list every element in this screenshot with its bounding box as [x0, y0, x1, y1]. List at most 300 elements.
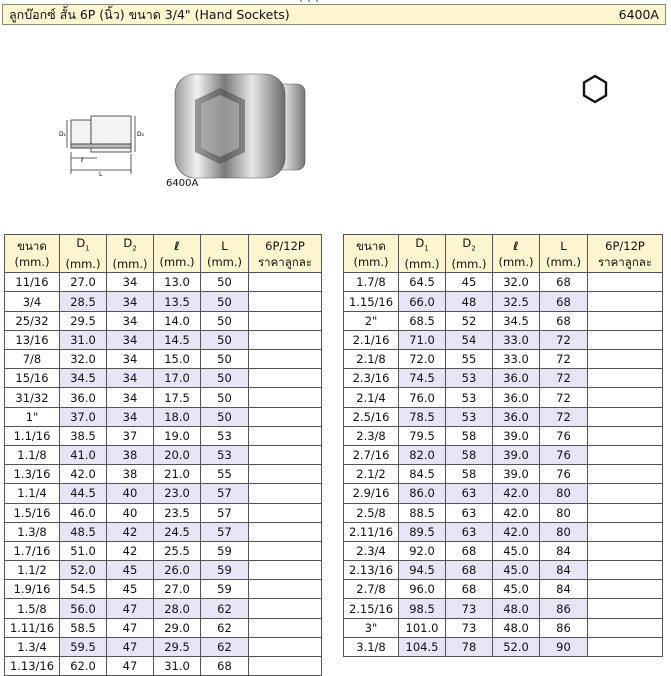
- cell-l: 62: [201, 599, 249, 618]
- cell-size: 1.1/16: [5, 426, 60, 445]
- cell-size: 13/16: [5, 330, 60, 349]
- cell-price: [249, 618, 322, 637]
- photo-caption: 6400A: [166, 178, 199, 189]
- cell-l: 59: [201, 541, 249, 560]
- cell-d1: 79.5: [399, 426, 446, 445]
- spec-table-left: [4, 234, 322, 676]
- cell-l: 80: [540, 484, 588, 503]
- header-d2: $D_2$ (mm.): [107, 235, 154, 273]
- cell-price: [249, 522, 322, 541]
- cell-l: 68: [540, 273, 588, 292]
- cell-l: 53: [201, 426, 249, 445]
- cell-price: [588, 273, 663, 292]
- top-dots-decoration: [300, 0, 380, 3]
- header-l: L (mm.): [201, 235, 249, 273]
- cell-d1: 51.0: [60, 541, 107, 560]
- cell-size: 2.7/8: [344, 580, 399, 599]
- cell-size: 3.1/8: [344, 637, 399, 656]
- cell-d1: 82.0: [399, 445, 446, 464]
- cell-l-small: 45.0: [493, 561, 540, 580]
- cell-l-small: 29.5: [154, 637, 201, 656]
- socket-dimension-diagram: [57, 110, 147, 182]
- cell-size: 1.13/16: [5, 657, 60, 676]
- table-row: [5, 426, 322, 445]
- cell-l: 84: [540, 541, 588, 560]
- cell-l: 68: [540, 292, 588, 311]
- table-row: [5, 330, 322, 349]
- cell-price: [249, 465, 322, 484]
- socket-photo: [165, 70, 325, 182]
- cell-d1: 37.0: [60, 407, 107, 426]
- table-row: [344, 599, 663, 618]
- cell-d1: 89.5: [399, 522, 446, 541]
- cell-l: 59: [201, 580, 249, 599]
- cell-price: [588, 330, 663, 349]
- table-row: [344, 503, 663, 522]
- cell-l: 72: [540, 407, 588, 426]
- cell-l: 84: [540, 561, 588, 580]
- cell-size: 1.3/8: [5, 522, 60, 541]
- cell-size: 2.1/4: [344, 388, 399, 407]
- cell-d1: 41.0: [60, 445, 107, 464]
- cell-price: [588, 407, 663, 426]
- cell-price: [588, 522, 663, 541]
- cell-d2: 38: [107, 465, 154, 484]
- header-size: ขนาด (mm.): [344, 235, 399, 273]
- cell-d1: 34.5: [60, 369, 107, 388]
- cell-l-small: 39.0: [493, 445, 540, 464]
- cell-l: 90: [540, 637, 588, 656]
- table-row: [5, 311, 322, 330]
- cell-l: 68: [201, 657, 249, 676]
- cell-size: 11/16: [5, 273, 60, 292]
- cell-size: 2.3/16: [344, 369, 399, 388]
- cell-price: [249, 657, 322, 676]
- cell-d2: 34: [107, 311, 154, 330]
- cell-d2: 68: [446, 541, 493, 560]
- cell-l-small: 17.0: [154, 369, 201, 388]
- header-size: ขนาด (mm.): [5, 235, 60, 273]
- cell-d2: 34: [107, 388, 154, 407]
- cell-d2: 34: [107, 273, 154, 292]
- cell-size: 2.15/16: [344, 599, 399, 618]
- cell-d2: 53: [446, 369, 493, 388]
- cell-d2: 34: [107, 369, 154, 388]
- table-row: [5, 503, 322, 522]
- cell-size: 7/8: [5, 350, 60, 369]
- cell-l: 57: [201, 503, 249, 522]
- cell-price: [249, 599, 322, 618]
- cell-l: 55: [201, 465, 249, 484]
- cell-d1: 44.5: [60, 484, 107, 503]
- cell-l-small: 34.5: [493, 311, 540, 330]
- cell-l-small: 31.0: [154, 657, 201, 676]
- cell-price: [588, 388, 663, 407]
- cell-price: [588, 445, 663, 464]
- header-price: 6P/12P ราคาลูกละ: [249, 235, 322, 273]
- cell-price: [588, 311, 663, 330]
- cell-size: 2.3/4: [344, 541, 399, 560]
- table-row: [344, 541, 663, 560]
- table-row: [5, 273, 322, 292]
- cell-d2: 53: [446, 388, 493, 407]
- cell-d2: 63: [446, 522, 493, 541]
- table-row: [344, 637, 663, 656]
- page-title: ลูกบ๊อกซ์ สั้น 6P (นิ้ว) ขนาด 3/4" (Hand Sockets): [9, 6, 290, 22]
- cell-l-small: 15.0: [154, 350, 201, 369]
- table-row: [5, 407, 322, 426]
- cell-l-small: 19.0: [154, 426, 201, 445]
- cell-price: [588, 599, 663, 618]
- table-row: [344, 388, 663, 407]
- cell-d1: 59.5: [60, 637, 107, 656]
- cell-d1: 101.0: [399, 618, 446, 637]
- cell-d2: 48: [446, 292, 493, 311]
- cell-d2: 47: [107, 618, 154, 637]
- cell-price: [249, 445, 322, 464]
- cell-price: [249, 388, 322, 407]
- table-row: [344, 407, 663, 426]
- table-row: [344, 484, 663, 503]
- cell-size: 1.5/8: [5, 599, 60, 618]
- cell-l: 50: [201, 388, 249, 407]
- cell-l: 72: [540, 388, 588, 407]
- cell-d1: 86.0: [399, 484, 446, 503]
- cell-l-small: 23.5: [154, 503, 201, 522]
- cell-d2: 78: [446, 637, 493, 656]
- cell-d1: 92.0: [399, 541, 446, 560]
- cell-d2: 34: [107, 330, 154, 349]
- title-bar: [2, 4, 666, 25]
- cell-d2: 68: [446, 561, 493, 580]
- cell-price: [588, 350, 663, 369]
- header-l: L (mm.): [540, 235, 588, 273]
- cell-l-small: 23.0: [154, 484, 201, 503]
- cell-l-small: 42.0: [493, 522, 540, 541]
- cell-price: [249, 541, 322, 560]
- cell-price: [249, 311, 322, 330]
- cell-size: 2.11/16: [344, 522, 399, 541]
- cell-d2: 54: [446, 330, 493, 349]
- table-row: [344, 561, 663, 580]
- table-row: [344, 580, 663, 599]
- cell-l: 50: [201, 369, 249, 388]
- table-row: [5, 484, 322, 503]
- header-d1: $D_1$ (mm.): [60, 235, 107, 273]
- cell-l-small: 45.0: [493, 580, 540, 599]
- cell-l: 50: [201, 311, 249, 330]
- cell-l: 53: [201, 445, 249, 464]
- cell-d1: 84.5: [399, 465, 446, 484]
- cell-d2: 38: [107, 445, 154, 464]
- cell-d1: 52.0: [60, 561, 107, 580]
- cell-d1: 58.5: [60, 618, 107, 637]
- model-code: 6400A: [618, 7, 659, 22]
- cell-l-small: 48.0: [493, 618, 540, 637]
- cell-l: 57: [201, 484, 249, 503]
- cell-price: [249, 330, 322, 349]
- cell-price: [588, 426, 663, 445]
- cell-size: 1.1/4: [5, 484, 60, 503]
- cell-price: [249, 561, 322, 580]
- cell-d2: 45: [107, 580, 154, 599]
- header-price: 6P/12P ราคาลูกละ: [588, 235, 663, 273]
- table-row: [5, 350, 322, 369]
- cell-size: 3/4: [5, 292, 60, 311]
- cell-d2: 40: [107, 503, 154, 522]
- cell-price: [249, 350, 322, 369]
- cell-l-small: 32.0: [493, 273, 540, 292]
- cell-size: 1.1/8: [5, 445, 60, 464]
- cell-d1: 54.5: [60, 580, 107, 599]
- cell-d1: 31.0: [60, 330, 107, 349]
- cell-d2: 73: [446, 618, 493, 637]
- cell-d1: 94.5: [399, 561, 446, 580]
- cell-d2: 40: [107, 484, 154, 503]
- cell-l: 76: [540, 445, 588, 464]
- cell-size: 1.3/4: [5, 637, 60, 656]
- cell-d1: 64.5: [399, 273, 446, 292]
- cell-d1: 74.5: [399, 369, 446, 388]
- cell-l-small: 14.5: [154, 330, 201, 349]
- cell-l-small: 45.0: [493, 541, 540, 560]
- cell-size: 1.5/16: [5, 503, 60, 522]
- cell-price: [588, 465, 663, 484]
- cell-d2: 58: [446, 426, 493, 445]
- cell-d1: 72.0: [399, 350, 446, 369]
- cell-l-small: 39.0: [493, 426, 540, 445]
- cell-d2: 34: [107, 407, 154, 426]
- spec-table-right: [343, 234, 663, 657]
- cell-d2: 45: [446, 273, 493, 292]
- cell-d1: 98.5: [399, 599, 446, 618]
- cell-l: 50: [201, 292, 249, 311]
- cell-size: 1.7/16: [5, 541, 60, 560]
- cell-price: [249, 292, 322, 311]
- cell-d1: 28.5: [60, 292, 107, 311]
- table-row: [5, 561, 322, 580]
- cell-size: 2.5/8: [344, 503, 399, 522]
- cell-size: 1.15/16: [344, 292, 399, 311]
- table-row: [344, 522, 663, 541]
- table-row: [5, 292, 322, 311]
- cell-l-small: 36.0: [493, 369, 540, 388]
- cell-l-small: 33.0: [493, 350, 540, 369]
- l-label: L: [99, 171, 103, 178]
- cell-d2: 63: [446, 484, 493, 503]
- cell-d2: 45: [107, 561, 154, 580]
- table-row: [5, 580, 322, 599]
- cell-size: 31/32: [5, 388, 60, 407]
- cell-l-small: 39.0: [493, 465, 540, 484]
- cell-d1: 104.5: [399, 637, 446, 656]
- cell-l: 76: [540, 465, 588, 484]
- cell-size: 1.1/2: [5, 561, 60, 580]
- cell-l: 57: [201, 522, 249, 541]
- table-row: [5, 369, 322, 388]
- cell-price: [588, 292, 663, 311]
- cell-d2: 34: [107, 350, 154, 369]
- cell-d1: 29.5: [60, 311, 107, 330]
- cell-d2: 68: [446, 580, 493, 599]
- cell-d2: 47: [107, 599, 154, 618]
- table-row: [5, 637, 322, 656]
- cell-d2: 55: [446, 350, 493, 369]
- cell-d1: 68.5: [399, 311, 446, 330]
- cell-l-small: 17.5: [154, 388, 201, 407]
- cell-l: 62: [201, 637, 249, 656]
- cell-l-small: 33.0: [493, 330, 540, 349]
- table-row: [5, 445, 322, 464]
- cell-l-small: 20.0: [154, 445, 201, 464]
- table-row: [344, 445, 663, 464]
- cell-size: 2.3/8: [344, 426, 399, 445]
- cell-price: [249, 484, 322, 503]
- cell-d2: 58: [446, 465, 493, 484]
- cell-price: [249, 426, 322, 445]
- cell-l-small: 13.5: [154, 292, 201, 311]
- cell-d2: 42: [107, 541, 154, 560]
- table-row: [344, 618, 663, 637]
- cell-l-small: 48.0: [493, 599, 540, 618]
- cell-d2: 47: [107, 657, 154, 676]
- header-l-small: ℓ (mm.): [493, 235, 540, 273]
- cell-l: 72: [540, 369, 588, 388]
- cell-size: 2": [344, 311, 399, 330]
- cell-size: 2.7/16: [344, 445, 399, 464]
- table-row: [344, 465, 663, 484]
- cell-d2: 42: [107, 522, 154, 541]
- table-row: [344, 369, 663, 388]
- d2-label: D₂: [137, 131, 145, 138]
- cell-size: 2.1/2: [344, 465, 399, 484]
- table-row: [344, 330, 663, 349]
- hexagon-6p-icon: [580, 74, 610, 104]
- cell-l: 62: [201, 618, 249, 637]
- cell-d2: 47: [107, 637, 154, 656]
- cell-size: 2.9/16: [344, 484, 399, 503]
- table-row: [344, 426, 663, 445]
- cell-l: 50: [201, 273, 249, 292]
- cell-l-small: 42.0: [493, 484, 540, 503]
- table-row: [5, 388, 322, 407]
- cell-d1: 32.0: [60, 350, 107, 369]
- header-d1: $D_1$ (mm.): [399, 235, 446, 273]
- cell-l-small: 13.0: [154, 273, 201, 292]
- table-row: [5, 541, 322, 560]
- cell-l: 86: [540, 599, 588, 618]
- cell-size: 2.1/16: [344, 330, 399, 349]
- cell-price: [588, 637, 663, 656]
- cell-price: [588, 618, 663, 637]
- cell-l-small: 25.5: [154, 541, 201, 560]
- cell-l: 50: [201, 350, 249, 369]
- cell-size: 2.5/16: [344, 407, 399, 426]
- cell-size: 1": [5, 407, 60, 426]
- cell-l: 84: [540, 580, 588, 599]
- cell-price: [249, 369, 322, 388]
- cell-price: [588, 580, 663, 599]
- cell-d1: 46.0: [60, 503, 107, 522]
- cell-l-small: 36.0: [493, 407, 540, 426]
- l-small-label: ℓ: [81, 157, 84, 164]
- cell-size: 1.3/16: [5, 465, 60, 484]
- cell-d1: 66.0: [399, 292, 446, 311]
- cell-l-small: 24.5: [154, 522, 201, 541]
- cell-size: 1.9/16: [5, 580, 60, 599]
- cell-size: 15/16: [5, 369, 60, 388]
- cell-price: [249, 503, 322, 522]
- cell-price: [588, 369, 663, 388]
- cell-price: [588, 484, 663, 503]
- d1-label: D₁: [59, 131, 67, 138]
- cell-size: 2.1/8: [344, 350, 399, 369]
- table-row: [344, 311, 663, 330]
- cell-d2: 34: [107, 292, 154, 311]
- cell-d1: 62.0: [60, 657, 107, 676]
- cell-d1: 36.0: [60, 388, 107, 407]
- cell-l: 59: [201, 561, 249, 580]
- cell-d1: 56.0: [60, 599, 107, 618]
- cell-l: 72: [540, 330, 588, 349]
- table-row: [344, 292, 663, 311]
- cell-d1: 76.0: [399, 388, 446, 407]
- cell-l-small: 26.0: [154, 561, 201, 580]
- cell-l-small: 32.5: [493, 292, 540, 311]
- cell-d2: 53: [446, 407, 493, 426]
- cell-d2: 63: [446, 503, 493, 522]
- table-row: [5, 599, 322, 618]
- header-l-small: ℓ (mm.): [154, 235, 201, 273]
- cell-d2: 37: [107, 426, 154, 445]
- cell-size: 1.11/16: [5, 618, 60, 637]
- cell-size: 25/32: [5, 311, 60, 330]
- cell-l-small: 28.0: [154, 599, 201, 618]
- header-d2: $D_2$ (mm.): [446, 235, 493, 273]
- cell-l-small: 27.0: [154, 580, 201, 599]
- cell-l: 50: [201, 330, 249, 349]
- cell-size: 1.7/8: [344, 273, 399, 292]
- table-row: [344, 273, 663, 292]
- table-header-row: [5, 235, 322, 273]
- cell-l-small: 29.0: [154, 618, 201, 637]
- cell-l: 68: [540, 311, 588, 330]
- cell-l-small: 42.0: [493, 503, 540, 522]
- cell-l-small: 18.0: [154, 407, 201, 426]
- cell-d1: 71.0: [399, 330, 446, 349]
- cell-d2: 73: [446, 599, 493, 618]
- cell-size: 3": [344, 618, 399, 637]
- cell-d1: 42.0: [60, 465, 107, 484]
- cell-price: [588, 503, 663, 522]
- table-row: [5, 657, 322, 676]
- cell-l: 80: [540, 522, 588, 541]
- cell-l-small: 52.0: [493, 637, 540, 656]
- cell-d1: 78.5: [399, 407, 446, 426]
- cell-price: [249, 580, 322, 599]
- cell-d1: 27.0: [60, 273, 107, 292]
- cell-l: 86: [540, 618, 588, 637]
- table-row: [5, 465, 322, 484]
- table-row: [5, 522, 322, 541]
- cell-d2: 52: [446, 311, 493, 330]
- cell-price: [588, 541, 663, 560]
- table-row: [5, 618, 322, 637]
- cell-l-small: 14.0: [154, 311, 201, 330]
- cell-l: 50: [201, 407, 249, 426]
- cell-price: [249, 637, 322, 656]
- cell-price: [588, 561, 663, 580]
